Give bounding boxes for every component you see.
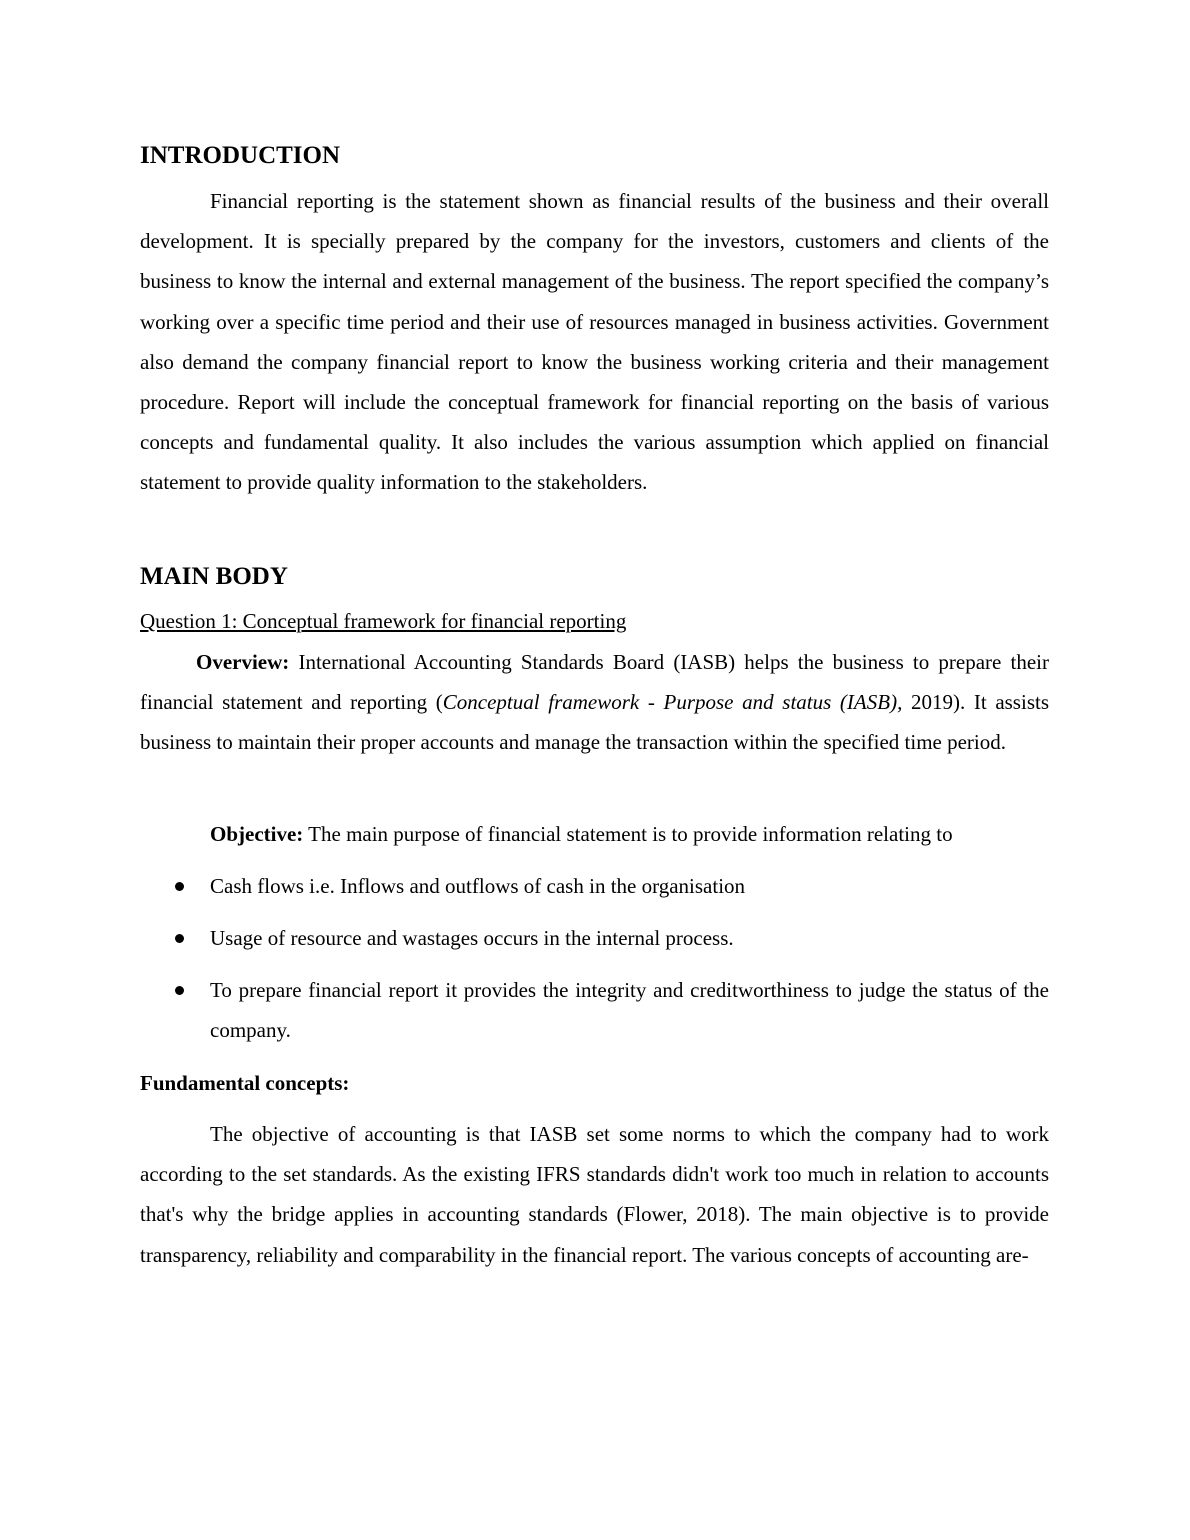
main-body-heading: MAIN BODY — [140, 563, 288, 590]
objective-paragraph — [140, 814, 1049, 854]
list-item: Usage of resource and wastages occurs in the internal process. — [140, 918, 1049, 958]
fundamental-concepts-paragraph: The objective of accounting is that IASB set some norms to which the company had to work according to the set standards. As the existing IFRS standards didn't work too much in relation to accounts that's why the bridge applies in accounting standards (Flower, 2018). The main objective is to provide transparency, reliability and comparability in the financial report. The various concepts of accounting are- — [140, 1122, 1049, 1267]
objective-text: The main purpose of financial statement is to provide information relating to — [303, 822, 953, 846]
overview-label: Overview: — [196, 650, 290, 674]
objective-label: Objective: — [210, 822, 304, 846]
objective-bullet-list — [140, 866, 1049, 1062]
question-1-heading: Question 1: Conceptual framework for financial reporting — [140, 609, 627, 633]
bullet-icon — [175, 934, 184, 943]
fundamental-concepts-heading: Fundamental concepts: — [140, 1071, 350, 1095]
bullet-icon — [175, 882, 184, 891]
overview-text-end: 2019). It assists business to maintain their proper accounts and manage the transaction within the specified time period. — [140, 690, 1049, 755]
list-item: Cash flows i.e. Inflows and outflows of cash in the organisation — [140, 866, 1049, 906]
overview-paragraph — [140, 642, 1049, 763]
bullet-icon — [175, 986, 184, 995]
introduction-heading: INTRODUCTION — [140, 142, 341, 169]
overview-citation: Conceptual framework - Purpose and status (IASB), — [442, 690, 903, 715]
list-item: To prepare financial report it provides the integrity and creditworthiness to judge the status of the company. — [140, 970, 1049, 1050]
overview-text: International Accounting Standards Board (IASB) helps the business to prepare their financial statement and reporting ( — [140, 650, 1049, 715]
introduction-paragraph: Financial reporting is the statement shown as financial results of the business and their overall development. It is specially prepared by the company for the investors, customers and clients of the business to know the internal and external management of the business. The report specified the company’s working over a specific time period and their use of resources managed in business activities. Government also demand the company financial report to know the business working criteria and their management procedure. Report will include the conceptual framework for financial reporting on the basis of various concepts and fundamental quality. It also includes the various assumption which applied on financial statement to provide quality information to the stakeholders. — [140, 189, 1049, 495]
